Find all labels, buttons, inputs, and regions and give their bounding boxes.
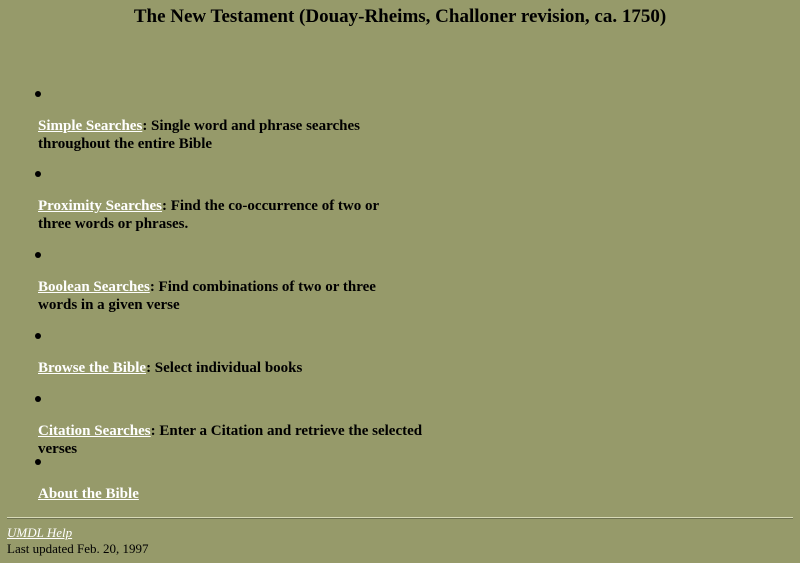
simple-searches-link[interactable]: Simple Searches: [38, 118, 143, 134]
list-bullet: [35, 459, 41, 465]
browse-bible-link[interactable]: Browse the Bible: [38, 360, 147, 376]
list-item-simple-searches: [38, 117, 368, 153]
list-item-boolean-searches: [38, 278, 378, 314]
list-bullet: [35, 396, 41, 402]
simple-searches-description: : Single word and phrase searches throughout the entire Bible: [38, 118, 360, 152]
list-bullet: [35, 333, 41, 339]
list-bullet: [35, 91, 41, 97]
list-item-citation-searches: [38, 422, 458, 458]
footer-divider: [7, 517, 793, 519]
list-bullet: [35, 171, 41, 177]
citation-searches-link[interactable]: Citation Searches: [38, 423, 151, 439]
boolean-searches-description: : Find combinations of two or three words in a given verse: [38, 279, 376, 313]
about-bible-link[interactable]: About the Bible: [38, 486, 139, 502]
umdl-help-link[interactable]: UMDL Help: [7, 525, 73, 540]
list-item-about-bible: [38, 485, 458, 503]
browse-bible-description: : Select individual books: [146, 360, 303, 376]
citation-searches-description: : Enter a Citation and retrieve the selected verses: [38, 423, 423, 457]
proximity-searches-description: : Find the co-occurrence of two or three words or phrases.: [38, 198, 379, 232]
last-updated-text: Last updated Feb. 20, 1997: [7, 541, 149, 556]
list-item-proximity-searches: [38, 197, 383, 233]
proximity-searches-link[interactable]: Proximity Searches: [38, 198, 163, 214]
boolean-searches-link[interactable]: Boolean Searches: [38, 279, 150, 295]
list-bullet: [35, 252, 41, 258]
list-item-browse-bible: [38, 359, 458, 377]
page-title: The New Testament (Douay-Rheims, Challoner revision, ca. 1750): [133, 6, 667, 27]
